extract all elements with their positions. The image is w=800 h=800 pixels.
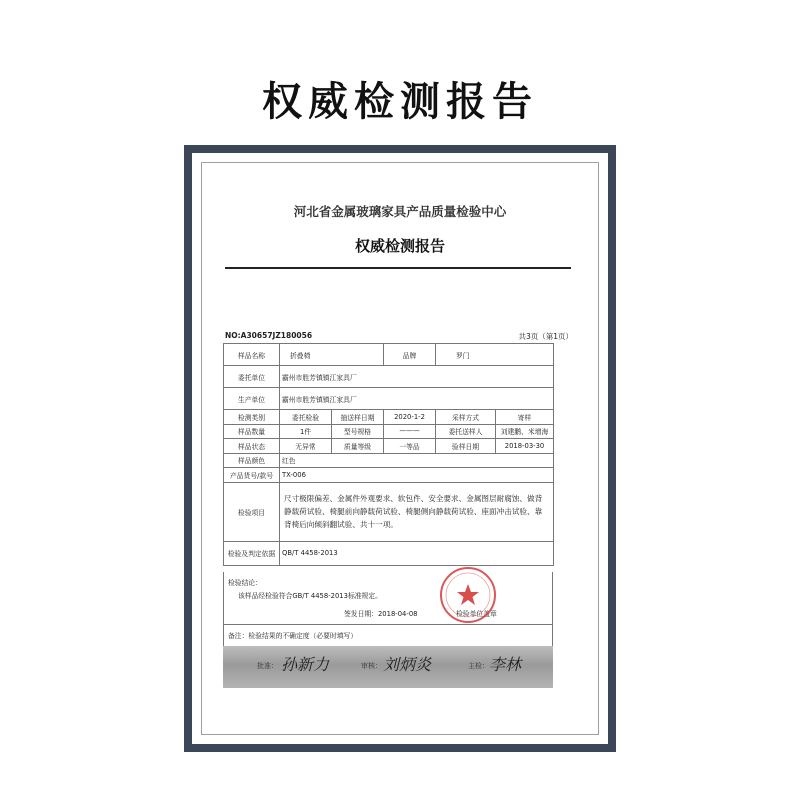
- table-row: [224, 468, 554, 483]
- approve-signature: 孙新力: [281, 655, 330, 674]
- remark-text: 备注：检验结果的不确定度（必要时填写）: [228, 632, 358, 640]
- review-signature: 刘炳炎: [383, 655, 432, 674]
- table-row: [224, 388, 554, 410]
- table-row: [224, 439, 554, 454]
- color-label: 样品颜色: [224, 453, 280, 468]
- quantity-value: 1件: [280, 424, 332, 439]
- table-row: [224, 541, 554, 565]
- sample-name-label: 样品名称: [224, 344, 280, 366]
- conclusion-text: 该样品经检验符合GB/T 4458-2013标准规定。: [238, 592, 382, 600]
- approve-label: 批准：: [257, 662, 278, 670]
- sampling-label: 采样方式: [436, 410, 496, 425]
- brand-value: 罗门: [436, 344, 554, 366]
- items-value: 尺寸极限偏差、金属件外观要求、软包件、安全要求、金属图层耐腐蚀、做背静载荷试验、椅腿前向静载荷试验、椅腿侧向静载荷试验、座面冲击试验、靠背椅后向倾斜翻试验、共十一项。: [280, 482, 554, 541]
- model-label: 型号规格: [332, 424, 384, 439]
- category-value: 委托检验: [280, 410, 332, 425]
- conclusion-label: 检验结论：: [228, 579, 262, 587]
- report-number: NO:A30657JZ180056: [225, 331, 313, 340]
- grade-label: 质量等级: [332, 439, 384, 454]
- inspect-signature: 李林: [489, 655, 522, 674]
- sample-name-value: 折叠椅: [280, 344, 384, 366]
- delivery-date-value: 2020-1-2: [384, 410, 436, 425]
- client-label: 委托单位: [224, 366, 280, 388]
- product-no-label: 产品货号/款号: [224, 468, 280, 483]
- certificate-frame: [184, 145, 616, 752]
- sampling-value: 寄样: [496, 410, 554, 425]
- grade-value: 一等品: [384, 439, 436, 454]
- category-label: 检测类别: [224, 410, 280, 425]
- basis-value: QB/T 4458-2013: [280, 541, 554, 565]
- maker-value: 霸州市胜芳镇镇江家具厂: [280, 388, 554, 410]
- page-info: 共3页（第1页）: [518, 332, 573, 341]
- report-title: 权威检测报告: [354, 237, 445, 255]
- table-row: [224, 424, 554, 439]
- color-value: 红色: [280, 453, 554, 468]
- test-date-label: 验样日期: [436, 439, 496, 454]
- model-value: ———: [384, 424, 436, 439]
- conclusion-box: [223, 572, 553, 625]
- maker-label: 生产单位: [224, 388, 280, 410]
- issue-date: 签发日期：2018-04-08: [344, 610, 418, 618]
- product-no-value: TX-006: [280, 468, 554, 483]
- state-value: 无异常: [280, 439, 332, 454]
- sender-value: 刘建鹏、米增海: [496, 424, 554, 439]
- quantity-label: 样品数量: [224, 424, 280, 439]
- inspect-label: 主检：: [468, 662, 489, 670]
- table-row: [224, 366, 554, 388]
- sender-label: 委托送样人: [436, 424, 496, 439]
- official-seal-icon: [438, 565, 498, 625]
- test-date-value: 2018-03-30: [496, 439, 554, 454]
- items-label: 检验项目: [224, 482, 280, 541]
- basis-label: 检验及判定依据: [224, 541, 280, 565]
- signature-band: [223, 646, 553, 688]
- table-row: [224, 482, 554, 541]
- table-row: [224, 410, 554, 425]
- unit-stamp-label: 检验单位盖章: [456, 610, 497, 618]
- brand-label: 品牌: [384, 344, 436, 366]
- state-label: 样品状态: [224, 439, 280, 454]
- table-row: [224, 344, 554, 366]
- client-value: 霸州市胜芳镇镇江家具厂: [280, 366, 554, 388]
- report-table: [223, 343, 554, 566]
- delivery-date-label: 抽送样日期: [332, 410, 384, 425]
- review-label: 审核：: [361, 662, 382, 670]
- page-title: 权威检测报告: [262, 79, 538, 125]
- title-rule: [225, 267, 571, 269]
- remark-box: [223, 624, 553, 647]
- table-row: [224, 453, 554, 468]
- organization-name: 河北省金属玻璃家具产品质量检验中心: [293, 204, 507, 219]
